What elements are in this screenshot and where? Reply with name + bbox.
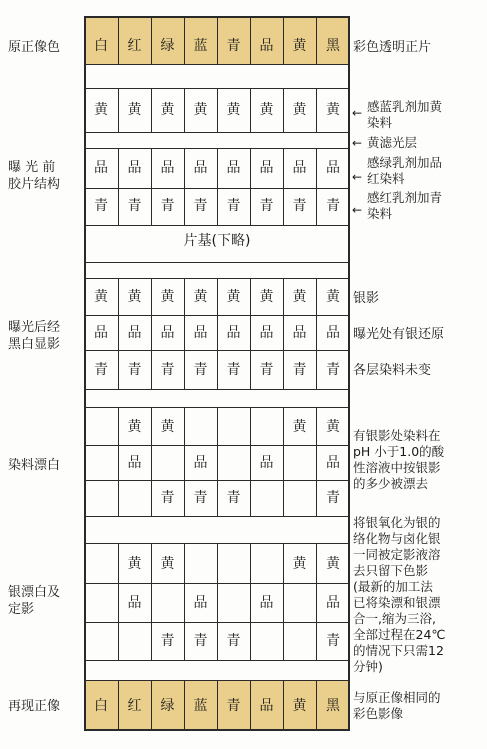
silver-cyan-cell: 青 bbox=[226, 362, 241, 378]
fix-yellow-cell: 黄 bbox=[292, 556, 307, 572]
bleach-note-line: 的多少被漂去 bbox=[353, 476, 429, 491]
bleach-magenta-cell: 品 bbox=[326, 455, 340, 471]
silver-magenta-cell: 品 bbox=[160, 325, 175, 341]
cyan-dye-cell: 青 bbox=[94, 198, 108, 214]
silver-cyan-cell: 青 bbox=[127, 362, 142, 378]
cyan-dye-cell: 青 bbox=[193, 198, 208, 214]
reproduced-color-cell: 绿 bbox=[160, 698, 175, 714]
silver-note-line: 合一,缩为三浴, bbox=[353, 611, 436, 626]
arrow-yellow-layer: ← bbox=[352, 106, 363, 120]
film-base-label: 片基(下略) bbox=[183, 233, 251, 249]
row-divider bbox=[84, 516, 350, 517]
silver-cyan-cell: 青 bbox=[193, 362, 208, 378]
silver-note-line: 的情况下只需12 bbox=[353, 643, 444, 658]
cyan-dye-cell: 青 bbox=[160, 198, 175, 214]
label-silver-2: 定影 bbox=[8, 602, 35, 617]
right-silver-image: 银影 bbox=[353, 291, 380, 306]
bleach-yellow-cell: 黄 bbox=[292, 419, 307, 435]
cyan-dye-cell: 青 bbox=[292, 198, 307, 214]
bleach-magenta-cell: 品 bbox=[193, 455, 208, 471]
original-color-cell: 品 bbox=[259, 38, 274, 54]
reproduced-color-cell: 蓝 bbox=[193, 698, 208, 714]
yellow-dye-cell: 黄 bbox=[127, 102, 142, 118]
silver-note-line: 分钟) bbox=[353, 659, 383, 674]
right-yellow-2: 染料 bbox=[367, 115, 393, 130]
cyan-dye-cell: 青 bbox=[326, 198, 340, 214]
silver-note-line: 将银氧化为银的 bbox=[353, 515, 441, 530]
original-color-cell: 白 bbox=[94, 38, 108, 54]
yellow-dye-cell: 黄 bbox=[326, 102, 340, 118]
right-original: 彩色透明正片 bbox=[353, 40, 432, 55]
fix-cyan-cell: 青 bbox=[226, 633, 241, 649]
arrow-magenta-layer: ← bbox=[352, 170, 363, 184]
reproduce-note-line: 与原正像相同的 bbox=[353, 690, 441, 705]
fix-magenta-cell: 品 bbox=[326, 595, 340, 611]
magenta-dye-cell: 品 bbox=[193, 160, 208, 176]
silver-cyan-cell: 青 bbox=[326, 362, 340, 378]
yellow-dye-cell: 黄 bbox=[94, 102, 108, 118]
bleach-magenta-cell: 品 bbox=[259, 455, 274, 471]
cyan-dye-cell: 青 bbox=[127, 198, 142, 214]
label-after-1: 曝光后经 bbox=[8, 320, 61, 335]
magenta-dye-cell: 品 bbox=[226, 160, 241, 176]
yellow-dye-cell: 黄 bbox=[226, 102, 241, 118]
silver-magenta-cell: 品 bbox=[292, 325, 307, 341]
silver-cyan-cell: 青 bbox=[292, 362, 307, 378]
right-magenta-1: 感绿乳剂加品 bbox=[367, 155, 443, 170]
magenta-dye-cell: 品 bbox=[94, 160, 108, 176]
silver-yellow-cell: 黄 bbox=[160, 289, 175, 305]
bleach-yellow-cell: 黄 bbox=[326, 419, 340, 435]
label-before-1: 曝 光 前 bbox=[8, 160, 56, 175]
reproduced-color-cell: 品 bbox=[259, 698, 274, 714]
silver-cyan-cell: 青 bbox=[259, 362, 274, 378]
right-magenta-2: 红染料 bbox=[367, 171, 405, 186]
row-divider bbox=[84, 132, 350, 133]
bleach-yellow-cell: 黄 bbox=[160, 419, 175, 435]
bleach-yellow-cell: 黄 bbox=[127, 419, 142, 435]
bleach-note-line: 有银影处染料在 bbox=[353, 428, 441, 443]
silver-magenta-cell: 品 bbox=[127, 325, 142, 341]
reproduce-note-line: 彩色影像 bbox=[353, 706, 404, 721]
reproduced-color-cell: 白 bbox=[94, 698, 108, 714]
right-yellow-1: 感蓝乳剂加黄 bbox=[367, 99, 443, 114]
reproduced-color-cell: 黑 bbox=[326, 698, 340, 714]
right-cyan-2: 染料 bbox=[367, 206, 393, 221]
silver-note-line: 去只留下色影 bbox=[353, 563, 429, 578]
fix-magenta-cell: 品 bbox=[127, 595, 142, 611]
silver-yellow-cell: 黄 bbox=[226, 289, 241, 305]
fix-yellow-cell: 黄 bbox=[160, 556, 175, 572]
yellow-dye-cell: 黄 bbox=[160, 102, 175, 118]
original-color-cell: 黄 bbox=[292, 38, 307, 54]
original-color-cell: 蓝 bbox=[193, 38, 208, 54]
magenta-dye-cell: 品 bbox=[160, 160, 175, 176]
fix-cyan-cell: 青 bbox=[160, 633, 175, 649]
cyan-dye-cell: 青 bbox=[259, 198, 274, 214]
bleach-cyan-cell: 青 bbox=[226, 490, 241, 506]
original-color-cell: 绿 bbox=[160, 38, 175, 54]
right-filter: 黄滤光层 bbox=[367, 135, 418, 150]
yellow-dye-cell: 黄 bbox=[193, 102, 208, 118]
right-dyes-unchanged: 各层染料未变 bbox=[353, 363, 432, 378]
magenta-dye-cell: 品 bbox=[292, 160, 307, 176]
bleach-cyan-cell: 青 bbox=[193, 490, 208, 506]
bleach-note-line: pH 小于1.0的酸 bbox=[353, 444, 445, 459]
silver-yellow-cell: 黄 bbox=[193, 289, 208, 305]
bleach-cyan-cell: 青 bbox=[160, 490, 175, 506]
fix-magenta-cell: 品 bbox=[193, 595, 208, 611]
row-divider bbox=[84, 389, 350, 390]
label-silver-1: 银漂白及 bbox=[8, 585, 61, 600]
silver-yellow-cell: 黄 bbox=[292, 289, 307, 305]
reproduced-color-cell: 红 bbox=[127, 698, 142, 714]
bleach-magenta-cell: 品 bbox=[127, 455, 142, 471]
reproduced-color-cell: 黄 bbox=[292, 698, 307, 714]
original-color-cell: 红 bbox=[127, 38, 142, 54]
silver-note-line: 一同被定影液溶 bbox=[353, 547, 441, 562]
original-color-cell: 黑 bbox=[326, 38, 340, 54]
magenta-dye-cell: 品 bbox=[259, 160, 274, 176]
fix-yellow-cell: 黄 bbox=[127, 556, 142, 572]
fix-magenta-cell: 品 bbox=[259, 595, 274, 611]
silver-note-line: 全部过程在24℃ bbox=[353, 627, 446, 642]
silver-magenta-cell: 品 bbox=[259, 325, 274, 341]
label-bleach: 染料漂白 bbox=[8, 458, 61, 473]
silver-cyan-cell: 青 bbox=[160, 362, 175, 378]
fix-cyan-cell: 青 bbox=[326, 633, 340, 649]
fix-cyan-cell: 青 bbox=[193, 633, 208, 649]
cyan-dye-cell: 青 bbox=[226, 198, 241, 214]
label-before-2: 胶片结构 bbox=[8, 177, 61, 192]
fix-yellow-cell: 黄 bbox=[326, 556, 340, 572]
reproduced-color-cell: 青 bbox=[226, 698, 241, 714]
silver-magenta-cell: 品 bbox=[94, 325, 108, 341]
row-divider bbox=[84, 64, 350, 65]
silver-note-line: 络化物与卤化银 bbox=[353, 531, 441, 546]
silver-cyan-cell: 青 bbox=[94, 362, 108, 378]
label-original: 原正像色 bbox=[8, 40, 61, 55]
bleach-note-line: 性溶液中按银影 bbox=[353, 460, 441, 475]
right-exposed: 曝光处有银还原 bbox=[353, 327, 445, 342]
silver-note-line: 已将染漂和银漂 bbox=[353, 595, 441, 610]
row-divider bbox=[84, 262, 350, 263]
silver-magenta-cell: 品 bbox=[226, 325, 241, 341]
bleach-cyan-cell: 青 bbox=[326, 490, 340, 506]
silver-yellow-cell: 黄 bbox=[259, 289, 274, 305]
magenta-dye-cell: 品 bbox=[326, 160, 340, 176]
silver-yellow-cell: 黄 bbox=[127, 289, 142, 305]
yellow-dye-cell: 黄 bbox=[259, 102, 274, 118]
right-cyan-1: 感红乳剂加青 bbox=[367, 190, 443, 205]
label-reproduce: 再现正像 bbox=[8, 699, 61, 714]
row-divider bbox=[84, 660, 350, 661]
label-after-2: 黑白显影 bbox=[8, 337, 61, 352]
silver-magenta-cell: 品 bbox=[193, 325, 208, 341]
yellow-dye-cell: 黄 bbox=[292, 102, 307, 118]
row-divider bbox=[84, 225, 350, 226]
original-color-cell: 青 bbox=[226, 38, 241, 54]
silver-note-line: (最新的加工法 bbox=[353, 579, 433, 594]
arrow-filter: ← bbox=[352, 136, 363, 150]
silver-yellow-cell: 黄 bbox=[326, 289, 340, 305]
silver-magenta-cell: 品 bbox=[326, 325, 340, 341]
magenta-dye-cell: 品 bbox=[127, 160, 142, 176]
silver-yellow-cell: 黄 bbox=[94, 289, 108, 305]
arrow-cyan-layer: ← bbox=[352, 203, 363, 217]
